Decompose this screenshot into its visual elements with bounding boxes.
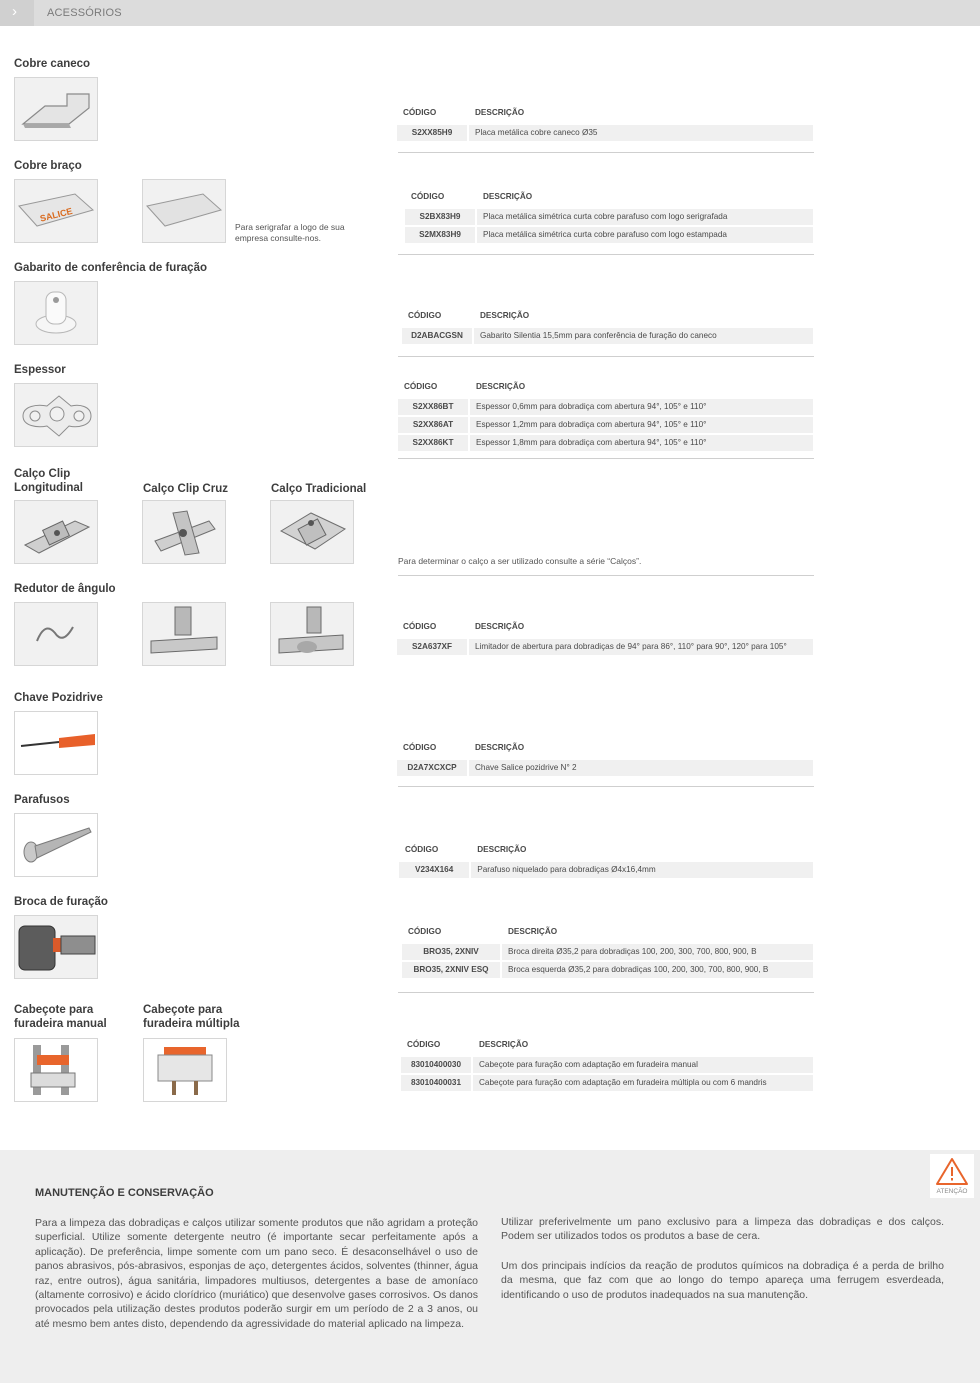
product-description: Limitador de abertura para dobradiças de 94° para 86°, 110° para 90°, 120° para 105° — [469, 639, 813, 655]
table-row — [402, 328, 813, 344]
product-description: Espessor 0,6mm para dobradiça com abertura 94°, 105° e 110° — [470, 399, 813, 415]
product-image-redutor-hinge-1 — [142, 602, 226, 666]
product-image-cobre-caneco — [14, 77, 98, 141]
product-title-redutor: Redutor de ângulo — [14, 583, 116, 595]
product-description: Parafuso niquelado para dobradiças Ø4x16,4mm — [471, 862, 813, 878]
product-title-cobre-caneco: Cobre caneco — [14, 58, 91, 70]
product-title-calco-clip-cruz: Calço Clip Cruz — [143, 483, 228, 495]
product-image-gabarito — [14, 281, 98, 345]
product-title-calco-tradicional: Calço Tradicional — [271, 483, 367, 495]
drill-gauge-icon — [15, 282, 97, 344]
product-description: Placa metálica cobre caneco Ø35 — [469, 125, 813, 141]
product-image-calco-cruz — [142, 500, 226, 564]
mounting-plate-icon — [15, 501, 97, 563]
col-header-description: DESCRIÇÃO — [476, 382, 526, 391]
spec-table-broca — [402, 925, 813, 980]
table-row — [398, 417, 813, 433]
col-header-code: CÓDIGO — [404, 382, 438, 391]
product-title-cabecote-multipla: Cabeçote para furadeira múltipla — [143, 1004, 240, 1030]
product-code: S2A637XF — [397, 639, 469, 655]
traditional-plate-icon — [271, 501, 353, 563]
spec-table-espessor — [398, 380, 813, 453]
col-header-code: CÓDIGO — [407, 1040, 441, 1049]
chevron-right-icon: › — [12, 3, 17, 20]
col-header-code: CÓDIGO — [403, 108, 437, 117]
product-code: V234X164 — [399, 862, 471, 878]
col-header-code: CÓDIGO — [408, 927, 442, 936]
col-header-description: DESCRIÇÃO — [477, 845, 527, 854]
product-code: BRO35, 2XNIV — [402, 944, 502, 960]
product-code: S2MX83H9 — [405, 227, 477, 243]
product-image-redutor-hinge-2 — [270, 602, 354, 666]
col-header-code: CÓDIGO — [405, 845, 439, 854]
arm-cover-plain-icon — [143, 180, 225, 242]
warning-label: ATENÇÃO — [936, 1188, 968, 1195]
col-header-description: DESCRIÇÃO — [475, 108, 525, 117]
product-image-parafusos — [14, 813, 98, 877]
table-row — [397, 760, 813, 776]
product-description: Chave Salice pozidrive N° 2 — [469, 760, 813, 776]
header-arrow — [0, 0, 34, 26]
screw-icon — [15, 814, 97, 876]
product-image-espessor — [14, 383, 98, 447]
product-description: Placa metálica simétrica curta cobre parafuso com logo serigrafada — [477, 209, 813, 225]
product-image-cobre-braco-plain — [142, 179, 226, 243]
hinge-icon — [271, 603, 353, 665]
table-row — [401, 1057, 813, 1073]
table-row — [397, 125, 813, 141]
maintenance-section — [0, 1150, 980, 1383]
spec-table-redutor — [397, 620, 813, 657]
cap-plate-icon — [15, 78, 97, 140]
product-code: 83010400030 — [401, 1057, 473, 1073]
hinge-icon — [143, 603, 225, 665]
table-row — [398, 435, 813, 451]
product-title-broca: Broca de furação — [14, 896, 108, 908]
product-title-parafusos: Parafusos — [14, 794, 70, 806]
svg-text:SALICE: SALICE — [38, 205, 74, 224]
col-header-description: DESCRIÇÃO — [483, 192, 533, 201]
product-title-espessor: Espessor — [14, 364, 66, 376]
table-row — [405, 209, 813, 225]
product-description: Broca esquerda Ø35,2 para dobradiças 100, 200, 300, 700, 800, 900, B — [502, 962, 813, 978]
product-code: D2A7XCXCP — [397, 760, 469, 776]
angle-clip-icon — [15, 603, 97, 665]
col-header-description: DESCRIÇÃO — [480, 311, 530, 320]
product-image-cabecote-manual — [14, 1038, 98, 1102]
product-image-cobre-braco-logo — [14, 179, 98, 243]
cross-plate-icon — [143, 501, 225, 563]
section-header — [0, 0, 980, 26]
col-header-description: DESCRIÇÃO — [508, 927, 558, 936]
product-description: Gabarito Silentia 15,5mm para conferência de furação do caneco — [474, 328, 813, 344]
spec-table-cobre-caneco — [397, 106, 813, 143]
spacer-plate-icon — [15, 384, 97, 446]
divider — [398, 356, 814, 357]
product-description: Placa metálica simétrica curta cobre parafuso com logo estampada — [477, 227, 813, 243]
product-code: S2BX83H9 — [405, 209, 477, 225]
divider — [398, 683, 814, 684]
product-image-calco-longitudinal — [14, 500, 98, 564]
product-description: Espessor 1,2mm para dobradiça com abertura 94°, 105° e 110° — [470, 417, 813, 433]
col-header-description: DESCRIÇÃO — [479, 1040, 529, 1049]
product-title-gabarito: Gabarito de conferência de furação — [14, 262, 208, 274]
product-description: Cabeçote para furação com adaptação em furadeira manual — [473, 1057, 813, 1073]
product-title-cobre-braco: Cobre braço — [14, 160, 82, 172]
col-header-description: DESCRIÇÃO — [475, 743, 525, 752]
product-description: Espessor 1,8mm para dobradiça com abertura 94°, 105° e 110° — [470, 435, 813, 451]
product-description: Cabeçote para furação com adaptação em furadeira múltipla ou com 6 mandris — [473, 1075, 813, 1091]
drill-head-multi-icon — [144, 1039, 226, 1101]
product-description: Broca direita Ø35,2 para dobradiças 100, 200, 300, 700, 800, 900, B — [502, 944, 813, 960]
divider — [398, 458, 814, 459]
product-code: S2XX86BT — [398, 399, 470, 415]
divider — [398, 152, 814, 153]
divider — [398, 888, 814, 889]
product-code: 83010400031 — [401, 1075, 473, 1091]
product-image-chave — [14, 711, 98, 775]
table-row — [405, 227, 813, 243]
spec-table-chave — [397, 741, 813, 778]
col-header-code: CÓDIGO — [408, 311, 442, 320]
table-row — [397, 639, 813, 655]
table-row — [402, 944, 813, 960]
maintenance-text-left: Para a limpeza das dobradiças e calços utilizar somente produtos que não agridam a proteção superficial. Utilize somente detergente neutro (é importante secar perfeitamente após a aplicação). De preferência, limpe somente com um pano seco. É desaconselhável o uso de panos abrasivos, pós-abrasivos, esponjas de aço, detergentes ácidos, solventes (thinner, água raz, entre outros), água sanitária, limpadores multiusos, detergentes a base de amoníaco (altamente corrosivo) e ácido clorídrico (muriático) que desenvolve gases corrosivos. Os danos provocados pela utilização destes produtos poderão surgir em um período de 2 a 3 anos, ou até mesmo bem antes disto, dependendo da agressividade do material aplicado na limpeza. — [35, 1217, 478, 1330]
spec-table-cobre-braco — [405, 190, 813, 245]
product-title-chave: Chave Pozidrive — [14, 692, 103, 704]
col-header-code: CÓDIGO — [403, 743, 437, 752]
warning-badge — [930, 1154, 974, 1198]
page-title: ACESSÓRIOS — [47, 7, 122, 19]
product-image-cabecote-multipla — [143, 1038, 227, 1102]
table-row — [402, 962, 813, 978]
divider — [398, 575, 814, 576]
product-code: S2XX86KT — [398, 435, 470, 451]
col-header-code: CÓDIGO — [411, 192, 445, 201]
product-code: D2ABACGSN — [402, 328, 474, 344]
serigraphy-note: Para serigrafar a logo de sua empresa consulte-nos. — [235, 222, 345, 243]
product-code: BRO35, 2XNIV ESQ — [402, 962, 502, 978]
col-header-code: CÓDIGO — [403, 622, 437, 631]
warning-triangle-icon — [930, 1154, 974, 1188]
maintenance-text-right-2: Um dos principais indícios da reação de produtos químicos na dobradiça é a perda de brilho da mesma, que faz com que ao longo do tempo apareça uma ferrugem esverdeada, identificando o uso de produtos inadequados na sua manutenção. — [501, 1260, 944, 1301]
product-image-broca — [14, 915, 98, 979]
table-row — [399, 862, 813, 878]
table-row — [398, 399, 813, 415]
table-row — [401, 1075, 813, 1091]
drill-head-manual-icon — [15, 1039, 97, 1101]
product-title-cabecote-manual: Cabeçote para furadeira manual — [14, 1004, 107, 1030]
maintenance-title: MANUTENÇÃO E CONSERVAÇÃO — [35, 1187, 214, 1199]
col-header-description: DESCRIÇÃO — [475, 622, 525, 631]
product-image-redutor-clip — [14, 602, 98, 666]
screwdriver-icon — [15, 712, 97, 774]
maintenance-text-right-1: Utilizar preferivelmente um pano exclusivo para a limpeza das dobradiças e dos calços. Podem ser utilizados todos os produtos a base de cera. — [501, 1216, 944, 1243]
drill-bit-icon — [15, 916, 97, 978]
spec-table-parafusos — [399, 843, 813, 880]
divider — [398, 254, 814, 255]
divider — [398, 786, 814, 787]
divider — [398, 992, 814, 993]
spec-table-cabecote — [401, 1038, 813, 1093]
product-code: S2XX86AT — [398, 417, 470, 433]
calco-note: Para determinar o calço a ser utilizado consulte a série “Calços”. — [398, 556, 642, 566]
product-title-calco-clip-longitudinal: Calço Clip Longitudinal — [14, 468, 83, 494]
arm-cover-icon — [15, 180, 97, 242]
product-image-calco-tradicional — [270, 500, 354, 564]
product-code: S2XX85H9 — [397, 125, 469, 141]
spec-table-gabarito — [402, 309, 813, 346]
